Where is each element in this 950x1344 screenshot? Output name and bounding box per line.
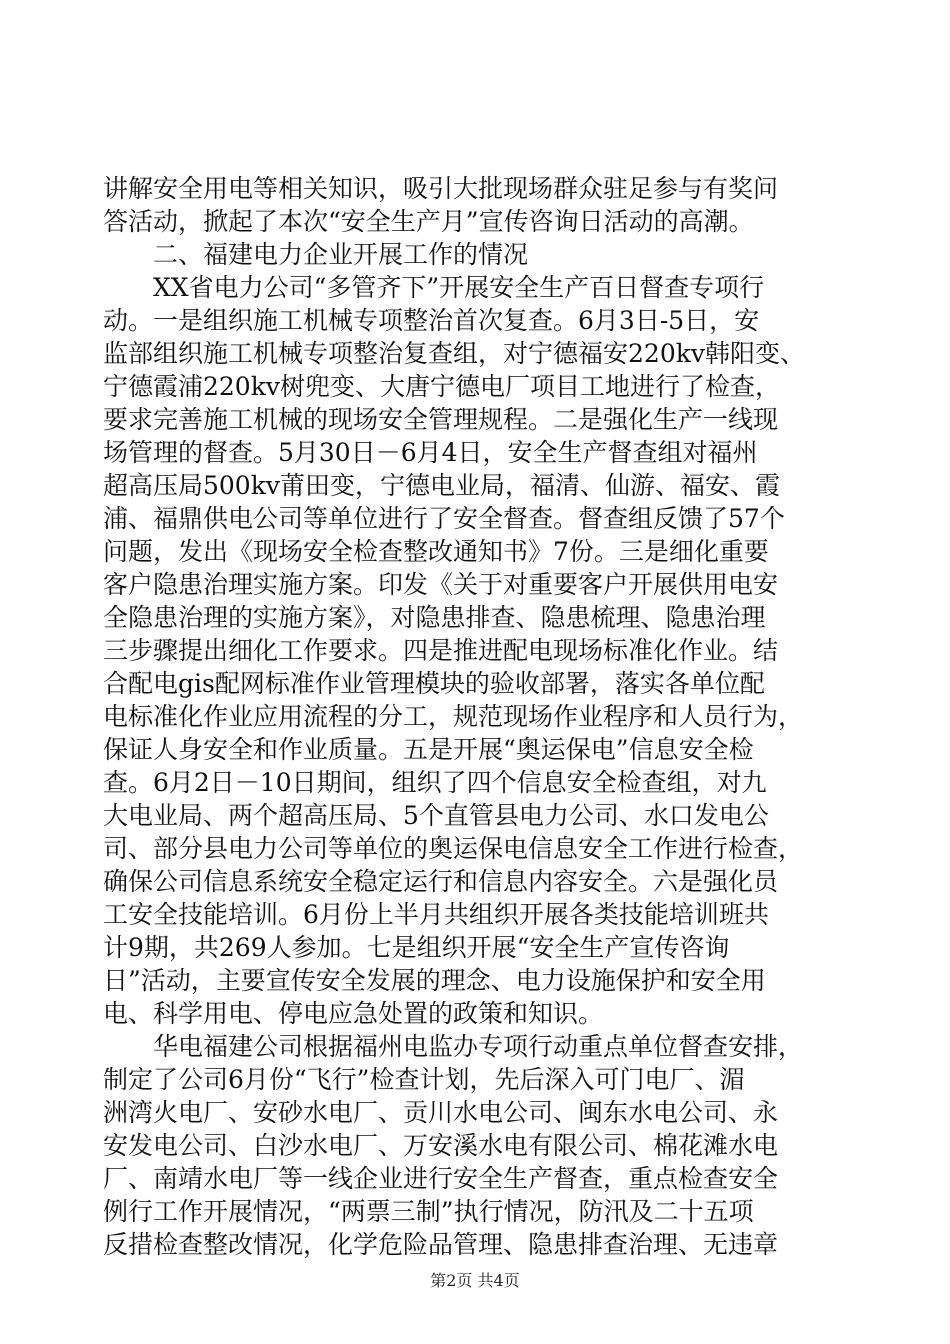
text-line: XX省电力公司“多管齐下”开展安全生产百日督查专项行 <box>103 273 765 302</box>
text-line: 答活动，掀起了本次“安全生产月”宣传咨询日活动的高潮。 <box>103 207 754 236</box>
text-line: 洲湾火电厂、安砂水电厂、贡川水电公司、闽东水电公司、永 <box>103 1098 779 1127</box>
text-line: 安发电公司、白沙水电厂、万安溪水电有限公司、棉花滩水电 <box>103 1131 779 1160</box>
text-line: 例行工作开展情况，“两票三制”执行情况，防汛及二十五项 <box>103 1197 754 1226</box>
text-line: 华电福建公司根据福州电监办专项行动重点单位督查安排， <box>103 1032 804 1061</box>
text-line: 讲解安全用电等相关知识，吸引大批现场群众驻足参与有奖问 <box>103 174 779 203</box>
text-line: 问题，发出《现场安全检查整改通知书》7份。三是细化重要 <box>103 537 769 566</box>
text-line: 制定了公司6月份“飞行”检查计划，先后深入可门电厂、湄 <box>103 1065 745 1094</box>
text-line: 反措检查整改情况，化学危险品管理、隐患排查治理、无违章 <box>103 1230 779 1259</box>
text-line: 计9期，共269人参加。七是组织开展“安全生产宣传咨询 <box>103 933 730 962</box>
text-line: 保证人身安全和作业质量。五是开展“奥运保电”信息安全检 <box>103 735 754 764</box>
text-line: 动。一是组织施工机械专项整治首次复查。6月3日-5日，安 <box>103 306 760 335</box>
text-line: 三步骤提出细化工作要求。四是推进配电现场标准化作业。结 <box>103 636 779 665</box>
text-line: 要求完善施工机械的现场安全管理规程。二是强化生产一线现 <box>103 405 779 434</box>
text-line: 查。6月2日－10日期间，组织了四个信息安全检查组，对九 <box>103 768 767 797</box>
text-line: 确保公司信息系统安全稳定运行和信息内容安全。六是强化员 <box>103 867 779 896</box>
text-line: 电标准化作业应用流程的分工，规范现场作业程序和人员行为， <box>103 702 804 731</box>
text-line: 场管理的督查。5月30日－6月4日，安全生产督查组对福州 <box>103 438 758 467</box>
text-line: 全隐患治理的实施方案》，对隐患排查、隐患梳理、隐患治理 <box>103 603 766 632</box>
text-line: 宁德霞浦220kv树兜变、大唐宁德电厂项目工地进行了检查， <box>103 372 780 401</box>
text-line: 浦、福鼎供电公司等单位进行了安全督查。督查组反馈了57个 <box>103 504 785 533</box>
text-line: 监部组织施工机械专项整治复查组，对宁德福安220kv韩阳变、 <box>103 339 805 368</box>
section-heading: 二、福建电力企业开展工作的情况 <box>103 240 529 269</box>
text-line: 日”活动，主要宣传安全发展的理念、电力设施保护和安全用 <box>103 966 766 995</box>
page-number-footer: 第2页 共4页 <box>430 1271 520 1290</box>
text-line: 合配电gis配网标准作业管理模块的验收部署，落实各单位配 <box>103 669 765 698</box>
text-line: 厂、南靖水电厂等一线企业进行安全生产督查，重点检查安全 <box>103 1164 779 1193</box>
text-line: 客户隐患治理实施方案。印发《关于对重要客户开展供用电安 <box>103 570 779 599</box>
text-line: 电、科学用电、停电应急处置的政策和知识。 <box>103 999 604 1028</box>
text-line: 大电业局、两个超高压局、5个直管县电力公司、水口发电公 <box>103 801 769 830</box>
text-line: 超高压局500kv莆田变，宁德电业局，福清、仙游、福安、霞 <box>103 471 780 500</box>
text-line: 工安全技能培训。6月份上半月共组织开展各类技能培训班共 <box>103 900 769 929</box>
text-line: 司、部分县电力公司等单位的奥运保电信息安全工作进行检查， <box>103 834 804 863</box>
